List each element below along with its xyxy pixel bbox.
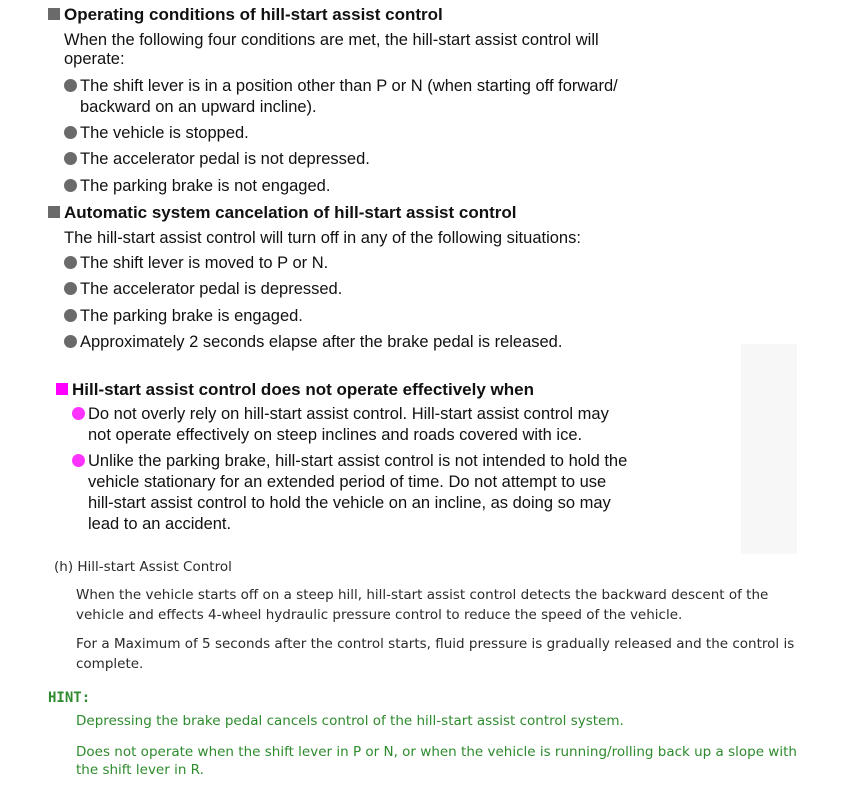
operating-intro bbox=[64, 31, 599, 69]
caution-bullet-1-line-2: not operate effectively on steep inclines and roads covered with ice. bbox=[88, 426, 583, 444]
caution-bullet-2-line-3: hill-start assist control to hold the vehicle on an incline, as doing so may bbox=[88, 494, 611, 512]
hint-2-line-2: the shift lever in R. bbox=[76, 762, 204, 778]
pink-circle-bullet-icon bbox=[72, 454, 85, 467]
pink-square-bullet-icon bbox=[56, 383, 68, 395]
caution-heading bbox=[56, 380, 534, 400]
cancelation-bullet-2 bbox=[64, 279, 342, 300]
cancelation-bullet-3 bbox=[64, 306, 303, 327]
pink-circle-bullet-icon bbox=[72, 407, 85, 420]
side-shading bbox=[741, 344, 797, 554]
hint-1-text: Depressing the brake pedal cancels control of the hill-start assist control system. bbox=[76, 713, 624, 729]
service-p1-line-1: When the vehicle starts off on a steep hill, hill-start assist control detects the backward descent of the bbox=[76, 587, 769, 603]
operating-bullet-2-text: The vehicle is stopped. bbox=[80, 124, 249, 142]
service-title-text: (h) Hill-start Assist Control bbox=[54, 559, 232, 575]
operating-bullet-2 bbox=[64, 123, 249, 144]
caution-bullet-2-line-1: Unlike the parking brake, hill-start assist control is not intended to hold the bbox=[88, 452, 628, 470]
hint-title-text: HINT: bbox=[48, 690, 91, 706]
cancelation-bullet-4-text: Approximately 2 seconds elapse after the brake pedal is released. bbox=[80, 333, 563, 351]
caution-bullet-2-line-2: vehicle stationary for an extended period of time. Do not attempt to use bbox=[88, 473, 607, 491]
operating-bullet-1 bbox=[64, 76, 618, 118]
operating-heading-text: Operating conditions of hill-start assist control bbox=[64, 5, 443, 24]
cancelation-intro bbox=[64, 229, 581, 248]
circle-bullet-icon bbox=[64, 79, 77, 92]
caution-bullet-1 bbox=[72, 404, 609, 446]
operating-intro-line-1: When the following four conditions are met, the hill-start assist control will bbox=[64, 31, 599, 49]
square-bullet-icon bbox=[48, 206, 60, 218]
circle-bullet-icon bbox=[64, 179, 77, 192]
square-bullet-icon bbox=[48, 8, 60, 20]
operating-conditions-heading bbox=[48, 5, 443, 25]
service-p1-line-2: vehicle and effects 4-wheel hydraulic pressure control to reduce the speed of the vehicle. bbox=[76, 607, 683, 623]
cancelation-bullet-1 bbox=[64, 253, 328, 274]
operating-bullet-1-line-2: backward on an upward incline). bbox=[80, 98, 317, 116]
cancelation-heading-text: Automatic system cancelation of hill-start assist control bbox=[64, 203, 517, 222]
operating-bullet-3 bbox=[64, 149, 370, 170]
operating-bullet-1-line-1: The shift lever is in a position other than P or N (when starting off forward/ bbox=[80, 77, 618, 95]
cancelation-intro-text: The hill-start assist control will turn off in any of the following situations: bbox=[64, 229, 581, 247]
cancelation-bullet-3-text: The parking brake is engaged. bbox=[80, 307, 303, 325]
operating-bullet-4-text: The parking brake is not engaged. bbox=[80, 177, 331, 195]
operating-intro-line-2: operate: bbox=[64, 50, 125, 68]
service-paragraph-2 bbox=[76, 634, 794, 674]
caution-bullet-1-line-1: Do not overly rely on hill-start assist control. Hill-start assist control may bbox=[88, 405, 609, 423]
circle-bullet-icon bbox=[64, 335, 77, 348]
circle-bullet-icon bbox=[64, 256, 77, 269]
cancelation-bullet-4 bbox=[64, 332, 562, 353]
service-p2-line-1: For a Maximum of 5 seconds after the control starts, fluid pressure is gradually released and the control is bbox=[76, 636, 795, 652]
hint-2-line-1: Does not operate when the shift lever in P or N, or when the vehicle is running/rolling back up a slope with bbox=[76, 744, 797, 760]
service-section-title bbox=[54, 557, 232, 577]
circle-bullet-icon bbox=[64, 309, 77, 322]
hint-title bbox=[48, 690, 90, 706]
circle-bullet-icon bbox=[64, 282, 77, 295]
cancelation-bullet-1-text: The shift lever is moved to P or N. bbox=[80, 254, 329, 272]
caution-bullet-2-line-4: lead to an accident. bbox=[88, 515, 232, 533]
hint-item-1 bbox=[76, 712, 624, 730]
cancelation-bullet-2-text: The accelerator pedal is depressed. bbox=[80, 280, 343, 298]
caution-bullet-2 bbox=[72, 451, 627, 535]
operating-bullet-3-text: The accelerator pedal is not depressed. bbox=[80, 150, 370, 168]
caution-heading-text: Hill-start assist control does not operate effectively when bbox=[72, 380, 534, 399]
hint-item-2 bbox=[76, 743, 797, 779]
operating-bullet-4 bbox=[64, 176, 330, 197]
service-p2-line-2: complete. bbox=[76, 656, 144, 672]
service-paragraph-1 bbox=[76, 585, 768, 625]
circle-bullet-icon bbox=[64, 126, 77, 139]
circle-bullet-icon bbox=[64, 152, 77, 165]
cancelation-heading bbox=[48, 203, 517, 223]
